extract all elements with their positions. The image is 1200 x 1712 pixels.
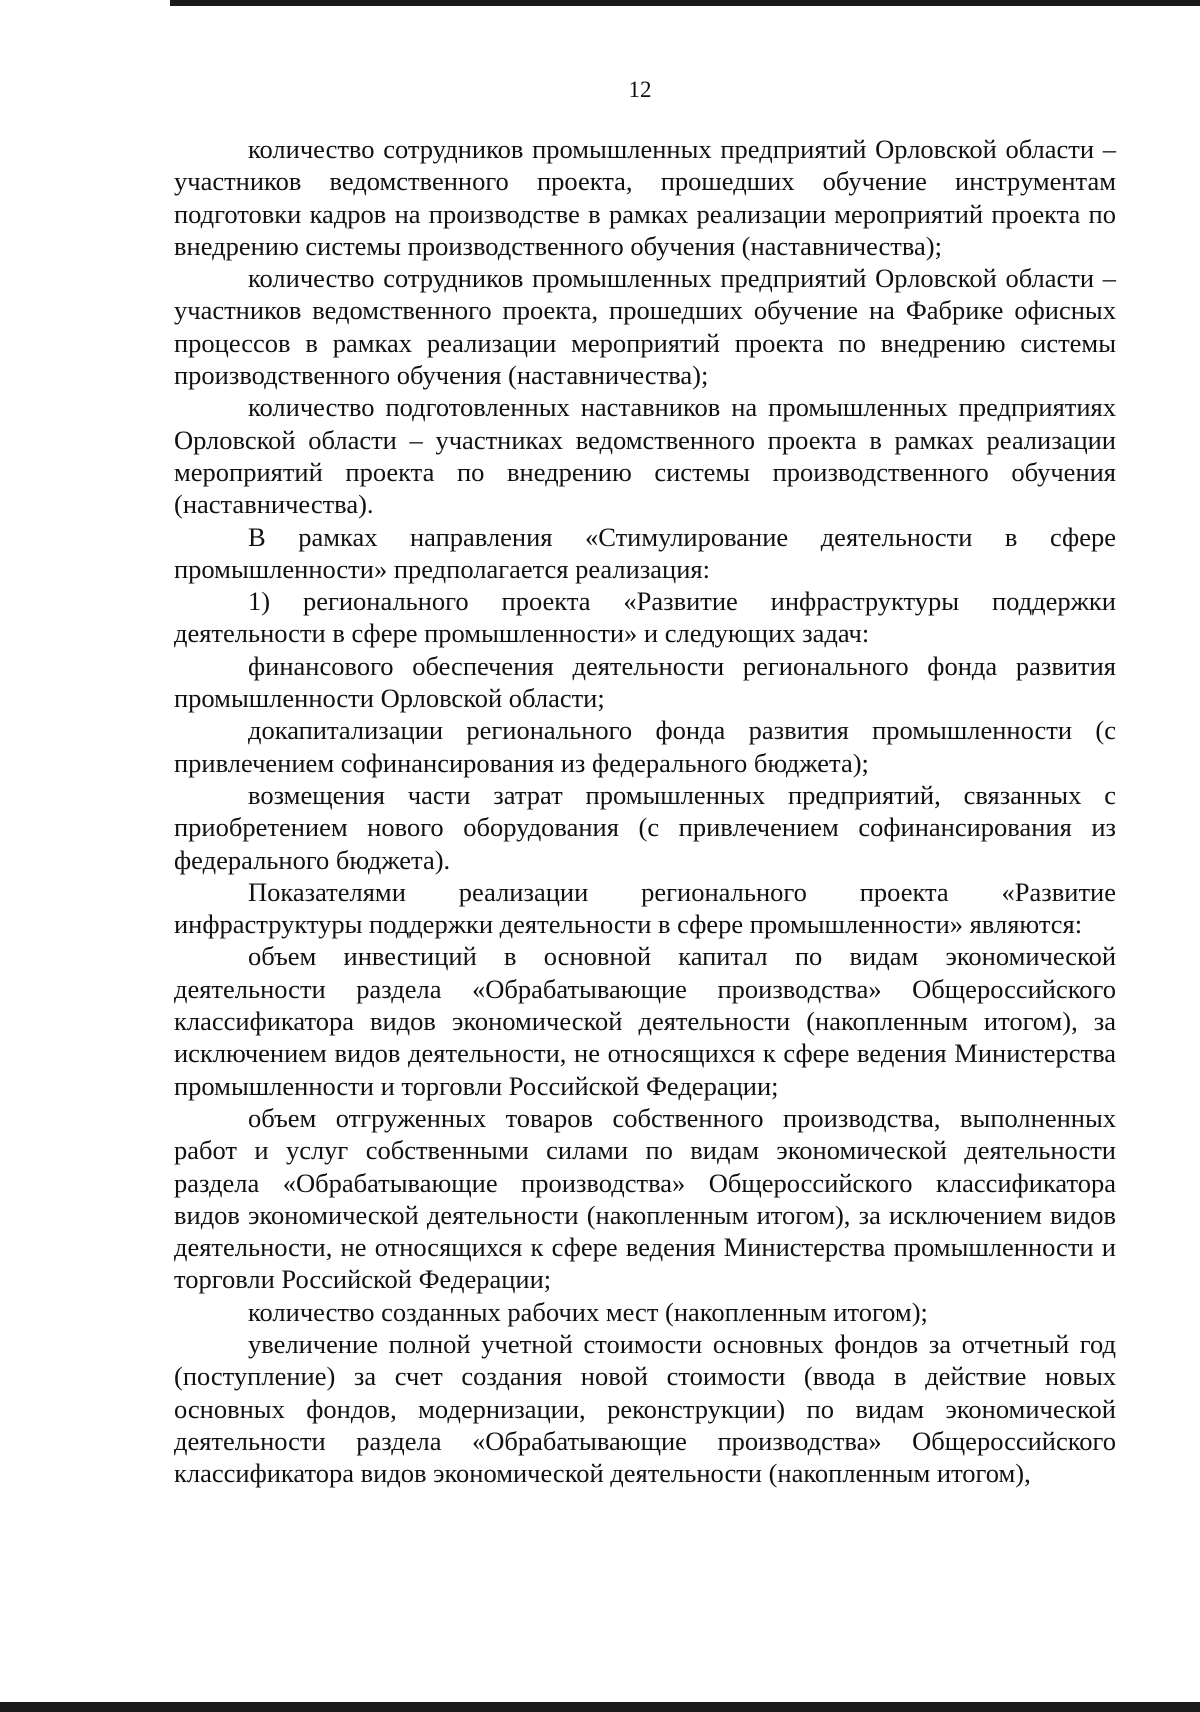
document-body (174, 133, 1116, 1489)
paragraph-2: количество сотрудников промышленных предприятий Орловской области – участников ведомственного проекта, прошедших обучение на Фабрике офисных процессов в рамках реализации мероприятий проекта по внедрению системы производственного обучения (наставничества); (174, 263, 1116, 391)
paragraph-6: финансового обеспечения деятельности регионального фонда развития промышленности Орловской области; (174, 650, 1116, 714)
paragraph-4: В рамках направления «Стимулирование деятельности в сфере промышленности» предполагается реализация: (174, 521, 1116, 584)
paragraph-12: количество созданных рабочих мест (накопленным итогом); (248, 1296, 928, 1327)
scan-edge-top (170, 0, 1200, 6)
paragraph-13: увеличение полной учетной стоимости основных фондов за отчетный год (поступление) за счет создания новой стоимости (ввода в действие новых основных фондов, модернизации, реконструкции) по видам экономической деятельности раздела «Обрабатывающие производства» Общероссийского классификатора видов экономической деятельности (накопленным итогом), (174, 1328, 1116, 1489)
paragraph-10: объем инвестиций в основной капитал по видам экономической деятельности раздела «Обрабатывающие производства» Общероссийского классификатора видов экономической деятельности (накопленным итогом), за исключением видов деятельности, не относящихся к сфере ведения Министерства промышленности и торговли Российской Федерации; (174, 941, 1116, 1101)
paragraph-9: Показателями реализации регионального проекта «Развитие инфраструктуры поддержки деятельности в сфере промышленности» являются: (174, 876, 1116, 940)
paragraph-11: объем отгруженных товаров собственного производства, выполненных работ и услуг собственными силами по видам экономической деятельности раздела «Обрабатывающие производства» Общероссийского классификатора видов экономической деятельности (накопленным итогом), за исключением видов деятельности, не относящихся к сфере ведения Министерства промышленности и торговли Российской Федерации; (174, 1102, 1116, 1295)
paragraph-5: 1) регионального проекта «Развитие инфраструктуры поддержки деятельности в сфере промышленности» и следующих задач: (174, 586, 1116, 649)
page-number: 12 (628, 77, 652, 102)
paragraph-3: количество подготовленных наставников на промышленных предприятиях Орловской области – участниках ведомственного проекта в рамках реализации мероприятий проекта по внедрению системы производственного обучения (наставничества). (174, 392, 1116, 520)
paragraph-8: возмещения части затрат промышленных предприятий, связанных с приобретением нового оборудования (с привлечением софинансирования из федерального бюджета). (174, 779, 1116, 875)
scan-edge-bottom (0, 1702, 1200, 1712)
paragraph-7: докапитализации регионального фонда развития промышленности (с привлечением софинансирования из федерального бюджета); (174, 715, 1116, 778)
paragraph-1: количество сотрудников промышленных предприятий Орловской области – участников ведомственного проекта, прошедших обучение инструментам подготовки кадров на производстве в рамках реализации мероприятий проекта по внедрению системы производственного обучения (наставничества); (174, 134, 1116, 261)
